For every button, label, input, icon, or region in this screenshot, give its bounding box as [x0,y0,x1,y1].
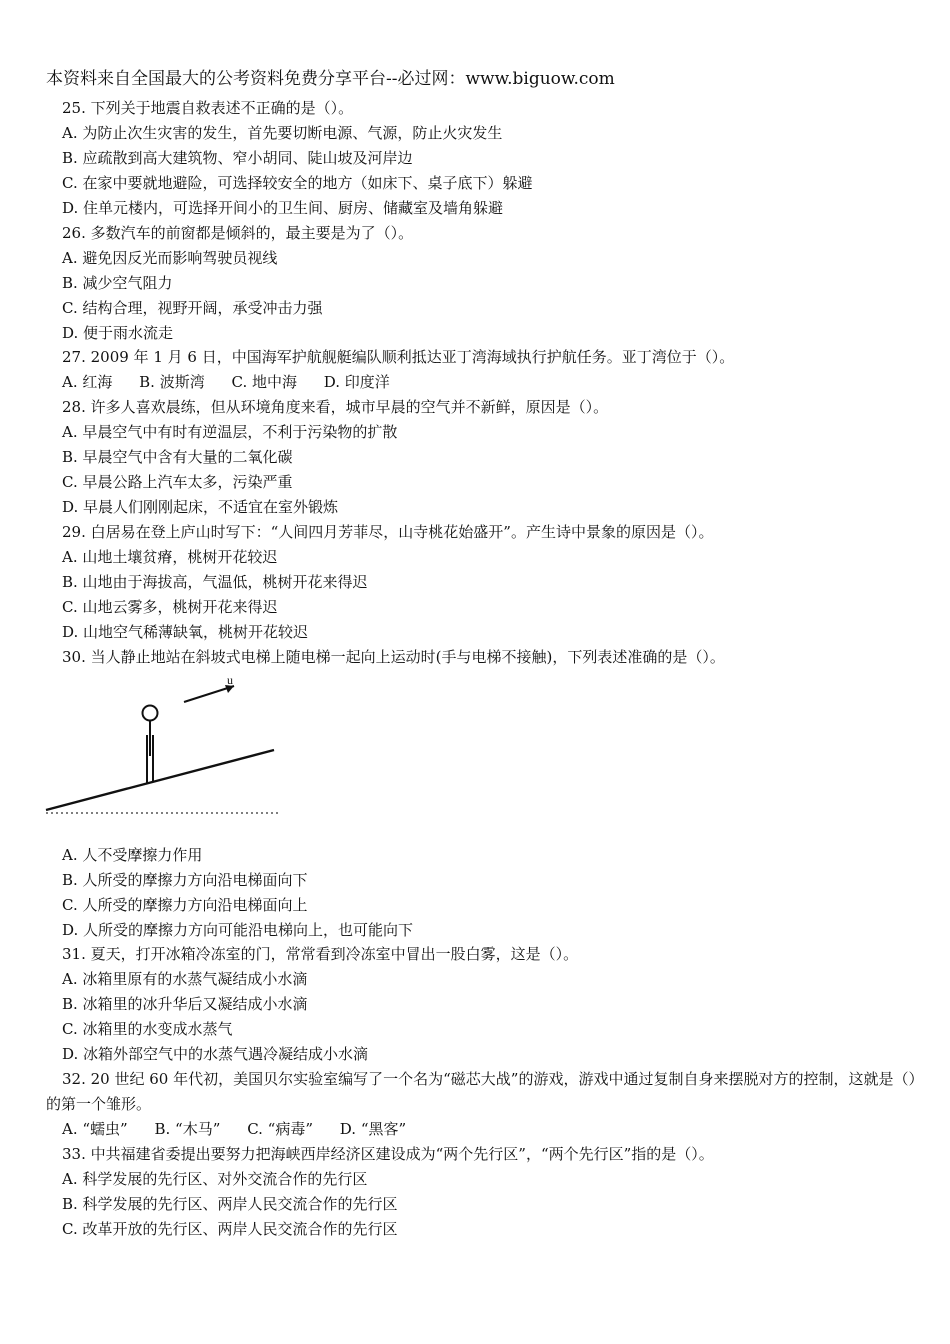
q29-stem: 29. 白居易在登上庐山时写下：“人间四月芳菲尽，山寺桃花始盛开”。产生诗中景象的原因是（）。 [62,523,714,541]
q25-option-c: C. 在家中要就地避险，可选择较安全的地方（如床下、桌子底下）躲避 [62,174,533,192]
q32-option-b: B. “木马” [154,1120,221,1138]
q29-option-b: B. 山地由于海拔高，气温低，桃树开花来得迟 [62,573,368,591]
q27-option-a: A. 红海 [62,373,113,391]
q31-option-b: B. 冰箱里的冰升华后又凝结成小水滴 [62,995,308,1013]
q25-option-a: A. 为防止次生灾害的发生，首先要切断电源、气源，防止火灾发生 [62,124,503,142]
escalator-slope [46,750,274,810]
q29-option-d: D. 山地空气稀薄缺氧，桃树开花较迟 [62,623,309,641]
q32-option-d: D. “黑客” [339,1120,407,1138]
q32-options [62,1118,428,1140]
q26-option-b: B. 减少空气阻力 [62,274,173,292]
q27-option-b: B. 波斯湾 [139,373,205,391]
q33-option-b: B. 科学发展的先行区、两岸人民交流合作的先行区 [62,1195,398,1213]
q26-stem: 26. 多数汽车的前窗都是倾斜的，最主要是为了（）。 [62,224,414,242]
velocity-arrow-icon [184,685,234,702]
q32-option-a: A. “蠕虫” [62,1120,128,1138]
q31-option-c: C. 冰箱里的水变成水蒸气 [62,1020,233,1038]
q28-option-c: C. 早晨公路上汽车太多，污染严重 [62,473,293,491]
q31-stem: 31. 夏天，打开冰箱冷冻室的门，常常看到冷冻室中冒出一股白雾，这是（）。 [62,945,579,963]
q25-stem: 25. 下列关于地震自救表述不正确的是（）。 [62,99,354,117]
q33-option-c: C. 改革开放的先行区、两岸人民交流合作的先行区 [62,1220,398,1238]
velocity-label: u [227,673,233,687]
q27-options [62,371,412,393]
q33-option-a: A. 科学发展的先行区、对外交流合作的先行区 [62,1170,368,1188]
q29-option-c: C. 山地云雾多，桃树开花来得迟 [62,598,278,616]
q28-option-d: D. 早晨人们刚刚起床，不适宜在室外锻炼 [62,498,339,516]
q27-stem: 27. 2009 年 1 月 6 日，中国海军护航舰艇编队顺利抵达亚丁湾海域执行护航任务。亚丁湾位于（）。 [62,348,735,366]
q30-option-d: D. 人所受的摩擦力方向可能沿电梯向上，也可能向下 [62,921,414,939]
q32-option-c: C. “病毒” [247,1120,314,1138]
q28-stem: 28. 许多人喜欢晨练，但从环境角度来看，城市早晨的空气并不新鲜，原因是（）。 [62,398,609,416]
q27-option-d: D. 印度洋 [323,373,390,391]
q26-option-a: A. 避免因反光而影响驾驶员视线 [62,249,278,267]
q25-option-d: D. 住单元楼内，可选择开间小的卫生间、厨房、储藏室及墙角躲避 [62,199,504,217]
q26-option-d: D. 便于雨水流走 [62,324,174,342]
q33-stem: 33. 中共福建省委提出要努力把海峡西岸经济区建设成为“两个先行区”，“两个先行区”指的是（）。 [62,1145,714,1163]
q31-option-d: D. 冰箱外部空气中的水蒸气遇冷凝结成小水滴 [62,1045,369,1063]
q27-option-c: C. 地中海 [231,373,297,391]
q26-option-c: C. 结构合理，视野开阔，承受冲击力强 [62,299,323,317]
q30-stem: 30. 当人静止地站在斜坡式电梯上随电梯一起向上运动时(手与电梯不接触)，下列表述准确的是（）。 [62,648,725,666]
q30-option-a: A. 人不受摩擦力作用 [62,846,203,864]
person-figure [143,706,158,784]
q28-option-b: B. 早晨空气中含有大量的二氧化碳 [62,448,293,466]
escalator-figure [44,672,284,822]
q31-option-a: A. 冰箱里原有的水蒸气凝结成小水滴 [62,970,308,988]
q30-option-b: B. 人所受的摩擦力方向沿电梯面向下 [62,871,308,889]
page-header: 本资料来自全国最大的公考资料免费分享平台--必过网：www.biguow.com [46,69,615,89]
q30-option-c: C. 人所受的摩擦力方向沿电梯面向上 [62,896,308,914]
q25-option-b: B. 应疏散到高大建筑物、窄小胡同、陡山坡及河岸边 [62,149,413,167]
q28-option-a: A. 早晨空气中有时有逆温层，不利于污染物的扩散 [62,423,398,441]
q29-option-a: A. 山地土壤贫瘠，桃树开花较迟 [62,548,278,566]
q32-stem: 32. 20 世纪 60 年代初，美国贝尔实验室编写了一个名为“磁芯大战”的游戏，游戏中通过复制自身来摆脱对方的控制，这就是（）的第一个雏形。 [46,1070,924,1113]
